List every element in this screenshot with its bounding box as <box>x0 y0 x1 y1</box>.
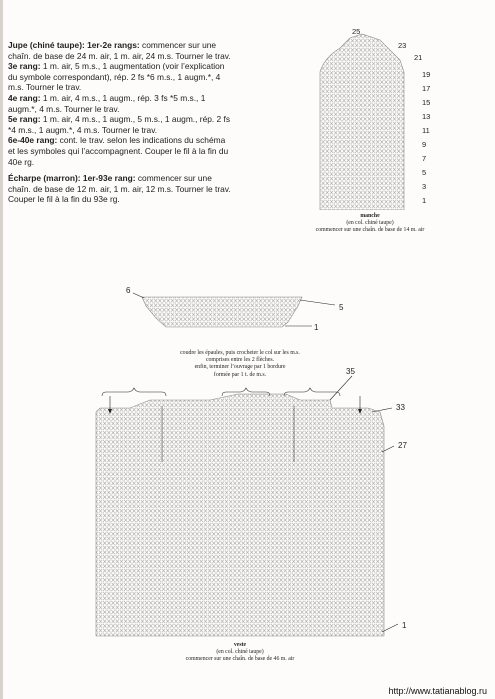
manche-grid <box>320 34 407 210</box>
col-label-6: 6 <box>126 286 131 295</box>
veste-note: commencer sur une chaîn. de base de 46 m. air <box>185 656 295 663</box>
row-5-label: 5e rang: <box>8 114 41 125</box>
veste-title: veste <box>233 642 247 648</box>
manche-row-label: 11 <box>422 126 430 135</box>
veste-label-35: 35 <box>346 367 355 376</box>
manche-subtitle: (en col. chiné taupe) <box>346 220 394 227</box>
col-label-6-leader <box>133 293 144 298</box>
veste-label-1-leader <box>382 624 398 632</box>
page-gutter <box>0 0 3 699</box>
manche-row-label: 7 <box>422 154 427 163</box>
row-3-label: 3e rang: <box>8 61 41 72</box>
manche-row-label: 17 <box>422 84 431 93</box>
manche-row-label: 15 <box>422 98 431 107</box>
row-4-label: 4e rang: <box>8 92 41 103</box>
row-6-40-text: cont. le trav. selon les indications du schéma et les symboles qui l’accompagnent. Couper le fil à la fin du 40e rg. <box>8 135 229 167</box>
manche-row-label: 21 <box>414 53 423 62</box>
veste-label-35-leader <box>330 376 352 400</box>
echarpe-text: commencer sur une chaîn. de base de 12 m. air, 1 m. air, 12 m.s. Tourner le trav. Couper le fil à la fin du 93e rg. <box>8 173 231 205</box>
manche-row-label: 5 <box>422 168 427 177</box>
manche-row-label: 3 <box>422 182 427 191</box>
veste-label-33-leader <box>372 408 392 412</box>
jupe-heading: Jupe (chiné taupe): 1er-2e rangs: <box>8 40 140 50</box>
manche-row-label: 25 <box>352 27 361 36</box>
col-grid <box>142 297 302 327</box>
veste-grid <box>96 394 384 636</box>
manche-title: manche <box>360 213 380 219</box>
col-caption-line-1: coudre les épaules, puis crocheter le col sur les m.s. <box>180 350 300 356</box>
veste-subtitle: (en col. chiné taupe) <box>216 649 264 656</box>
veste-chart <box>90 366 420 638</box>
row-5-text: 1 m. air, 4 m.s., 1 augm., 5 m.s., 1 augm., rép. 2 fs *4 m.s., 1 augm.*, 4 m.s. Tourner le trav. <box>8 114 231 135</box>
row-4-text: 1 m. air, 4 m.s., 1 augm., rép. 3 fs *5 m.s., 1 augm.*, 4 m.s. Tourner le trav. <box>8 92 206 114</box>
manche-row-label: 19 <box>422 70 431 79</box>
jupe-intro <box>8 40 233 61</box>
jupe-intro-text: commencer sur une chaîn. de base de 24 m. air, 1 m. air, 24 m.s. Tourner le trav. <box>8 40 231 61</box>
echarpe-heading: Écharpe (marron): 1er-93e rang: <box>8 173 136 184</box>
manche-row-label: 23 <box>398 41 407 50</box>
col-caption-line-2: comprises entre les 2 flèches. <box>205 357 275 364</box>
col-label-1: 1 <box>314 323 319 332</box>
left-shoulder-brace <box>102 388 166 396</box>
veste-label-1: 1 <box>402 621 407 630</box>
jupe-row-5 <box>8 114 233 135</box>
col-label-5-leader <box>300 300 335 305</box>
jupe-row-4 <box>8 93 233 114</box>
manche-caption <box>300 213 440 235</box>
col-label-5: 5 <box>339 303 344 312</box>
right-shoulder-brace <box>284 388 340 396</box>
veste-caption <box>90 642 390 664</box>
manche-row-label: 1 <box>422 196 427 205</box>
manche-row-label: 13 <box>422 112 431 121</box>
manche-row-label: 9 <box>422 140 427 149</box>
col-caption-line-3: enfin, terminer l’ouvrage par 1 bordure <box>194 364 286 371</box>
row-3-text: 1 m. air, 5 m.s., 1 augmentation (voir l’explication du symbole correspondant), rép. 2 fs *6 m.s., 1 augm.*, 4 m.s. Tourner le trav. <box>8 61 225 93</box>
col-caption-line-4: formée par 1 t. de m.s. <box>213 371 267 378</box>
veste-label-33: 33 <box>396 403 405 412</box>
echarpe-instructions <box>8 173 233 205</box>
col-chart <box>120 280 360 340</box>
jupe-row-6-40 <box>8 135 233 167</box>
instructions-block <box>8 40 233 205</box>
row-6-40-label: 6e-40e rang: <box>8 135 58 146</box>
blog-url[interactable]: http://www.tatianablog.ru <box>388 686 487 696</box>
manche-note: commencer sur une chaîn. de base de 14 m. air <box>315 227 425 234</box>
jupe-row-3 <box>8 61 233 93</box>
veste-label-27: 27 <box>398 441 407 450</box>
manche-chart <box>300 20 440 210</box>
